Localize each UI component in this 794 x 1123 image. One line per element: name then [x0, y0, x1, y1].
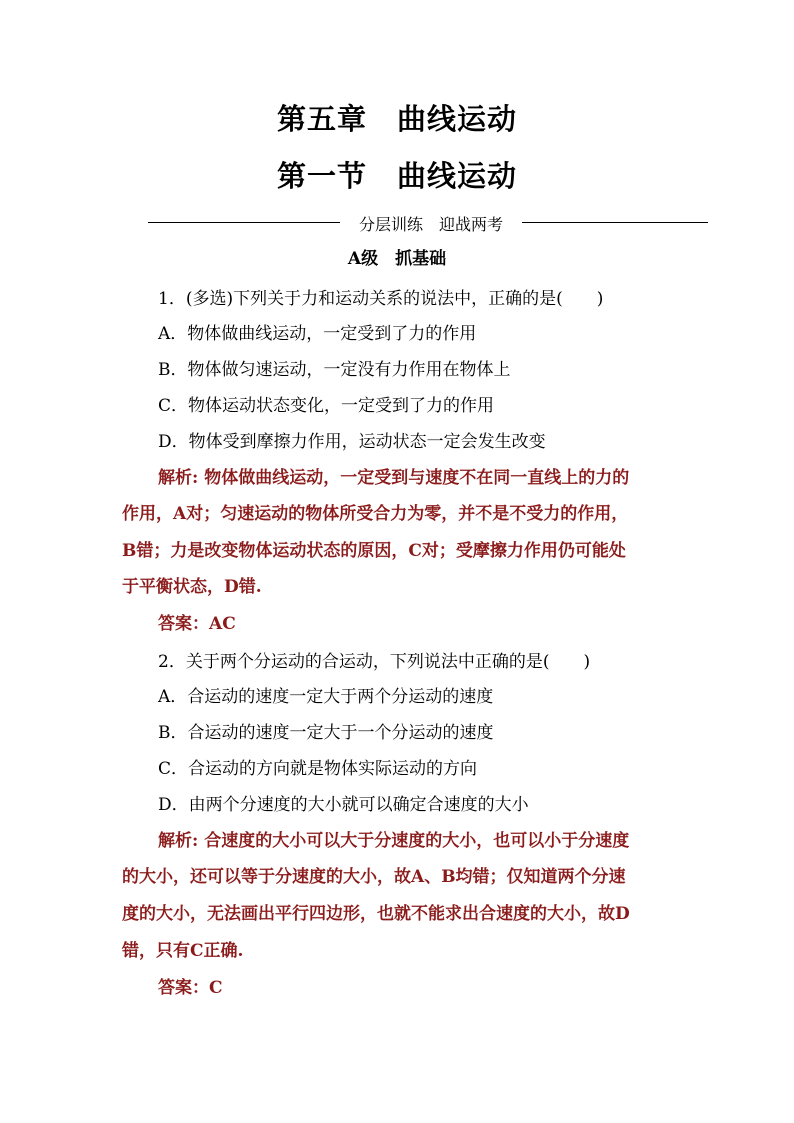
q1-option-a: A．物体做曲线运动，一定受到了力的作用: [158, 324, 477, 344]
q1-analysis-line-4: 于平衡状态，D错.: [122, 577, 262, 597]
q2-analysis-line-2: 的大小，还可以等于分速度的大小，故A、B均错；仅知道两个分速: [122, 867, 626, 887]
q1-analysis-line-2: 作用，A对；匀速运动的物体所受合力为零，并不是不受力的作用，: [122, 504, 629, 524]
q2-analysis-line-3: 度的大小，无法画出平行四边形，也就不能求出合速度的大小，故D: [122, 904, 630, 924]
q2-analysis-line-4: 错，只有C正确.: [122, 941, 244, 961]
q1-option-c: C．物体运动状态变化，一定受到了力的作用: [158, 396, 495, 416]
q1-analysis-line-3: B错；力是改变物体运动状态的原因，C对；受摩擦力作用仍可能处: [122, 541, 626, 561]
q2-analysis-text-1: : 合速度的大小可以大于分速度的大小，也可以小于分速度: [192, 831, 630, 851]
q2-analysis-label: 解析: [158, 831, 192, 851]
level-heading: A级 抓基础: [347, 249, 447, 269]
q2-analysis-line-1: [158, 826, 629, 851]
q1-option-b: B．物体做匀速运动，一定没有力作用在物体上: [158, 360, 511, 380]
section-banner: [148, 210, 708, 234]
q2-answer: [158, 973, 223, 998]
banner-rule-right: [522, 222, 708, 223]
q2-stem: 2．关于两个分运动的合运动，下列说法中正确的是( ): [158, 652, 591, 672]
q2-option-d: D．由两个分速度的大小就可以确定合速度的大小: [158, 795, 529, 815]
q1-answer-value: AC: [209, 614, 236, 634]
q1-analysis-line-1: [158, 463, 629, 488]
q2-answer-label: 答案：: [158, 978, 209, 998]
q1-analysis-text-1: : 物体做曲线运动，一定受到与速度不在同一直线上的力的: [192, 468, 630, 488]
chapter-title: 第五章 曲线运动: [276, 102, 517, 136]
section-title: 第一节 曲线运动: [276, 159, 517, 193]
q1-answer-label: 答案：: [158, 614, 209, 634]
q2-option-c: C．合运动的方向就是物体实际运动的方向: [158, 759, 478, 779]
q1-answer: [158, 609, 236, 634]
q1-option-d: D．物体受到摩擦力作用，运动状态一定会发生改变: [158, 432, 546, 452]
banner-text: 分层训练 迎战两考: [358, 215, 503, 234]
q1-analysis-label: 解析: [158, 468, 192, 488]
q2-option-b: B．合运动的速度一定大于一个分运动的速度: [158, 723, 494, 743]
q2-option-a: A．合运动的速度一定大于两个分运动的速度: [158, 687, 494, 707]
banner-rule-left: [148, 222, 340, 223]
q2-answer-value: C: [209, 978, 223, 998]
q1-stem: 1．(多选)下列关于力和运动关系的说法中，正确的是( ): [158, 289, 604, 309]
